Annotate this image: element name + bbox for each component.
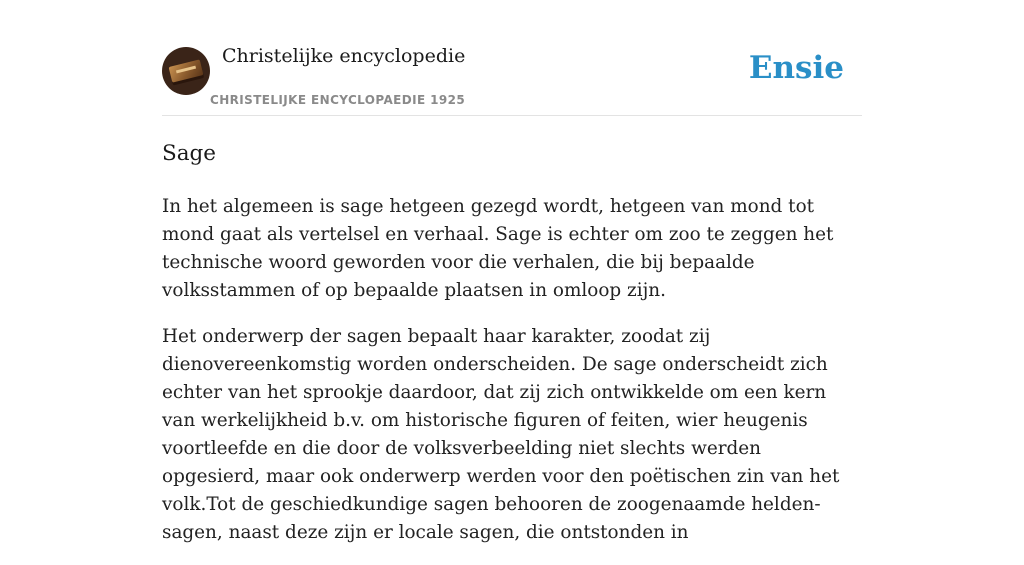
ensie-logo-link[interactable]: Ensie xyxy=(748,50,844,86)
article-paragraph: In het algemeen is sage hetgeen gezegd wordt, hetgeen van mond tot mond gaat als vertelsel en verhaal. Sage is echter om zoo te zeggen het technische woord geworden voor die verhalen, die bij bepaalde volksstammen of op bepaalde plaatsen in omloop zijn. xyxy=(162,196,834,301)
article xyxy=(162,136,862,565)
article-title: Sage xyxy=(162,141,217,166)
encyclopedia-avatar[interactable] xyxy=(162,47,210,95)
site-name[interactable]: Christelijke encyclopedie xyxy=(222,45,466,67)
article-paragraph: Het onderwerp der sagen bepaalt haar karakter, zoodat zij dienovereenkomstig worden onderscheiden. De sage onderscheidt zich echter van het sprookje daardoor, dat zij zich ontwikkelde om een kern van werkelijkheid b.v. om historische figuren of feiten, wier heugenis voortleefde en die door de volksverbeelding niet slechts werden opgesierd, maar ook onderwerp werden voor den poëtischen zin van het volk.Tot de geschiedkundige sagen behooren de zoogenaamde helden-sagen, naast deze zijn er locale sagen, die ontstonden in xyxy=(162,326,840,543)
header xyxy=(162,40,862,116)
encyclopedia-subtitle: CHRISTELIJKE ENCYCLOPAEDIE 1925 xyxy=(210,93,466,107)
